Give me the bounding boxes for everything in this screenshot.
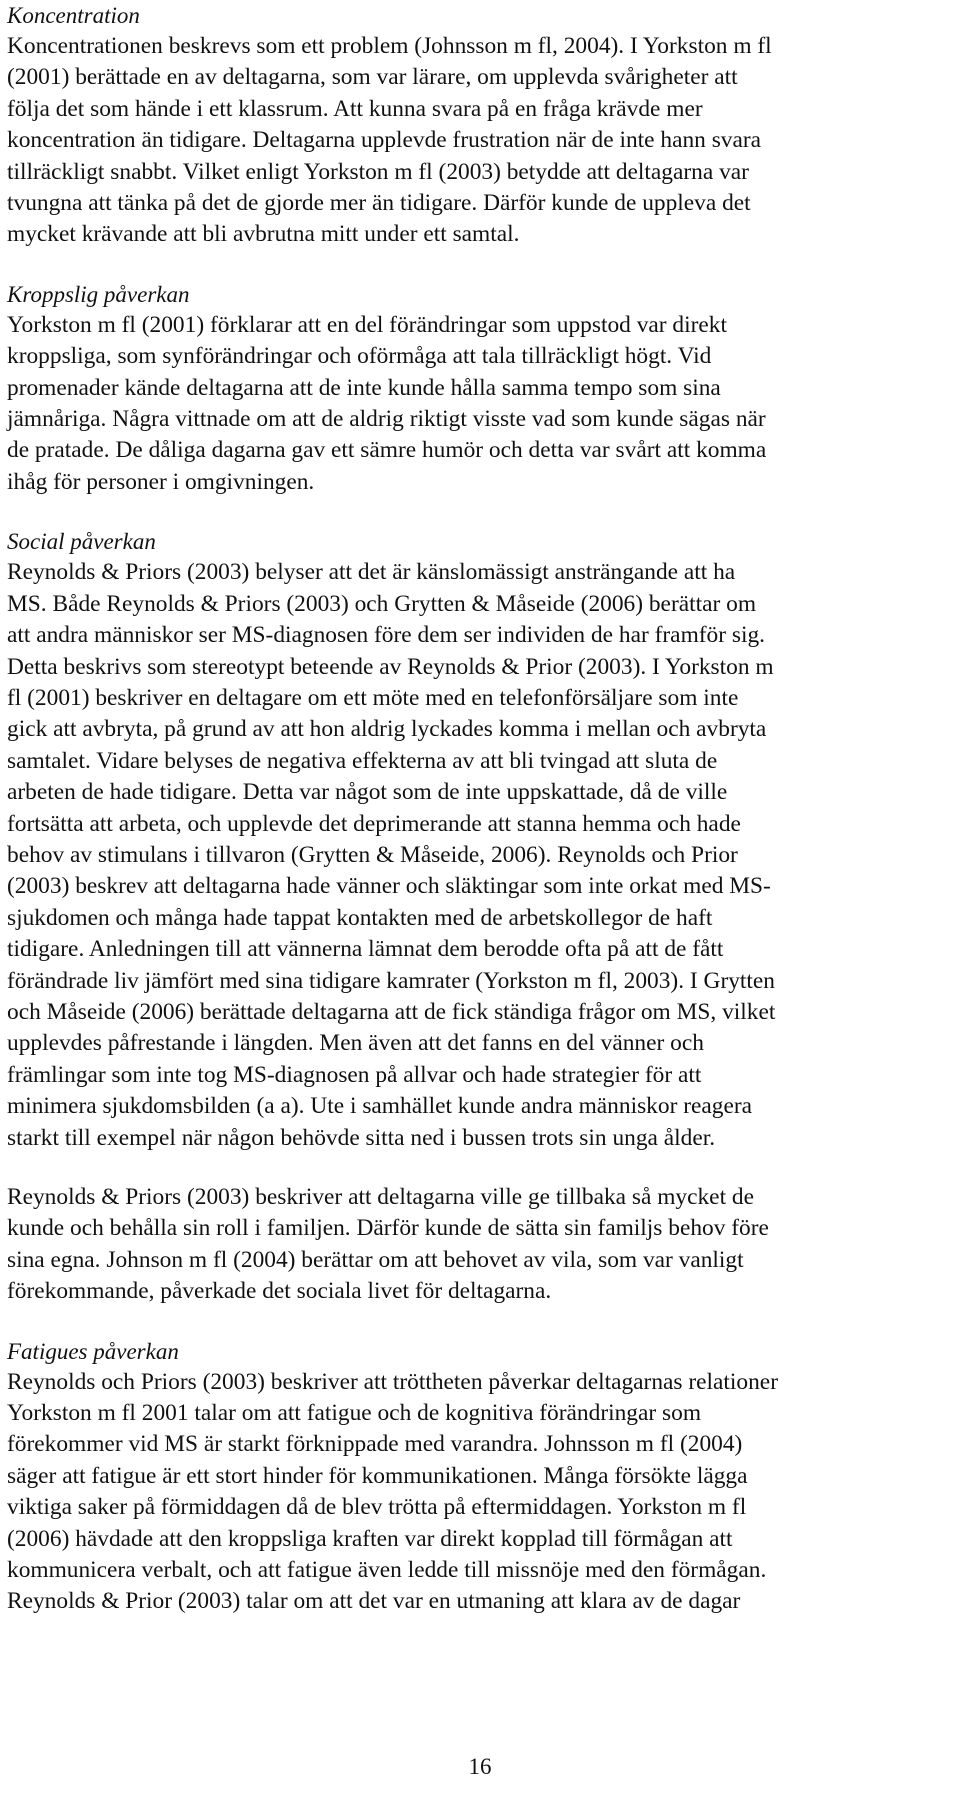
text-line: förekommande, påverkade det sociala livet för deltagarna. — [7, 1278, 552, 1305]
section — [7, 0, 952, 251]
text-line: MS. Både Reynolds & Priors (2003) och Grytten & Måseide (2006) berättar om — [7, 590, 757, 617]
page-number: 16 — [468, 1754, 492, 1779]
text-line: och Måseide (2006) berättade deltagarna att de fick ständiga frågor om MS, vilket — [7, 998, 776, 1025]
section-heading: Social påverkan — [7, 529, 156, 555]
document-page — [7, 0, 952, 1618]
text-line: promenader kände deltagarna att de inte kunde hålla samma tempo som sina — [7, 374, 721, 401]
text-line: mycket krävande att bli avbrutna mitt under ett samtal. — [7, 221, 520, 248]
text-line: fortsätta att arbeta, och upplevde det deprimerande att stanna hemma och hade — [7, 810, 741, 837]
text-line: gick att avbryta, på grund av att hon aldrig lyckades komma i mellan och avbryta — [7, 716, 767, 743]
text-line: Reynolds & Priors (2003) belyser att det är känslomässigt ansträngande att ha — [7, 559, 736, 586]
text-line: Yorkston m fl (2001) förklarar att en del förändringar som uppstod var direkt — [7, 311, 727, 338]
text-line: starkt till exempel när någon behövde sitta ned i bussen trots sin unga ålder. — [7, 1124, 716, 1151]
text-line: att andra människor ser MS-diagnosen före dem ser individen de har framför sig. — [7, 622, 766, 649]
text-line: samtalet. Vidare belyses de negativa effekterna av att bli tvingad att sluta de — [7, 747, 718, 774]
text-line: tidigare. Anledningen till att vännerna lämnat dem berodde ofta på att de fått — [7, 936, 724, 963]
text-line: (2003) beskrev att deltagarna hade vänner och släktingar som inte orkat med MS- — [7, 873, 771, 900]
paragraph — [7, 1182, 952, 1308]
text-line: sina egna. Johnson m fl (2004) berättar om att behovet av vila, som var vanligt — [7, 1246, 744, 1273]
text-line: kroppsliga, som synförändringar och oförmåga att tala tillräckligt högt. Vid — [7, 343, 712, 370]
text-line: de pratade. De dåliga dagarna gav ett sämre humör och detta var svårt att komma — [7, 437, 767, 464]
text-line: tillräckligt snabbt. Vilket enligt Yorkston m fl (2003) betydde att deltagarna var — [7, 158, 749, 185]
text-line: förekommer vid MS är starkt förknippade med varandra. Johnsson m fl (2004) — [7, 1431, 743, 1458]
section-heading: Fatigues påverkan — [7, 1338, 179, 1364]
text-line: tvungna att tänka på det de gjorde mer än tidigare. Därför kunde de uppleva det — [7, 190, 751, 217]
text-line: sjukdomen och många hade tappat kontakten med de arbetskollegor de haft — [7, 904, 713, 931]
text-line: främlingar som inte tog MS-diagnosen på allvar och hade strategier för att — [7, 1061, 702, 1088]
text-line: arbeten de hade tidigare. Detta var något som de inte uppskattade, då de ville — [7, 779, 728, 806]
paragraph — [7, 557, 952, 1154]
text-line: Yorkston m fl 2001 talar om att fatigue och de kognitiva förändringar som — [7, 1400, 702, 1427]
section — [7, 279, 952, 498]
text-line: koncentration än tidigare. Deltagarna upplevde frustration när de inte hann svara — [7, 127, 762, 154]
text-line: fl (2001) beskriver en deltagare om ett möte med en telefonförsäljare som inte — [7, 684, 739, 711]
section-heading: Koncentration — [7, 3, 140, 28]
paragraph — [7, 31, 952, 251]
section-heading: Kroppslig påverkan — [7, 281, 190, 307]
section-gap — [7, 1308, 952, 1336]
section — [7, 526, 952, 1307]
text-line: Detta beskrivs som stereotypt beteende av Reynolds & Prior (2003). I Yorkston m — [7, 653, 774, 680]
section — [7, 1336, 952, 1618]
text-line: Reynolds & Prior (2003) talar om att det var en utmaning att klara av de dagar — [7, 1588, 741, 1615]
text-line: (2006) hävdade att den kroppsliga kraften var direkt kopplad till förmågan att — [7, 1525, 733, 1552]
text-line: Reynolds & Priors (2003) beskriver att deltagarna ville ge tillbaka så mycket de — [7, 1184, 754, 1210]
text-line: upplevdes påfrestande i längden. Men även att det fanns en del vänner och — [7, 1030, 704, 1057]
paragraph — [7, 1367, 952, 1618]
paragraph-gap — [7, 1154, 952, 1182]
text-line: säger att fatigue är ett stort hinder för kommunikationen. Många försökte lägga — [7, 1462, 748, 1489]
section-gap — [7, 498, 952, 526]
section-gap — [7, 251, 952, 279]
text-line: jämnåriga. Några vittnade om att de aldrig riktigt visste vad som kunde sägas när — [7, 406, 766, 433]
text-line: förändrade liv jämfört med sina tidigare kamrater (Yorkston m fl, 2003). I Grytten — [7, 967, 776, 994]
text-line: viktiga saker på förmiddagen då de blev trötta på eftermiddagen. Yorkston m fl — [7, 1494, 747, 1521]
text-line: minimera sjukdomsbilden (a a). Ute i samhället kunde andra människor reagera — [7, 1093, 753, 1120]
text-line: kunde och behålla sin roll i familjen. Därför kunde de sätta sin familjs behov före — [7, 1215, 769, 1242]
text-line: följa det som hände i ett klassrum. Att kunna svara på en fråga krävde mer — [7, 95, 703, 122]
text-line: kommunicera verbalt, och att fatigue även ledde till missnöje med den förmågan. — [7, 1557, 767, 1584]
paragraph — [7, 310, 952, 498]
text-line: Koncentrationen beskrevs som ett problem (Johnsson m fl, 2004). I Yorkston m fl — [7, 33, 772, 59]
text-line: ihåg för personer i omgivningen. — [7, 468, 315, 495]
text-line: behov av stimulans i tillvaron (Grytten & Måseide, 2006). Reynolds och Prior — [7, 841, 738, 868]
text-line: (2001) berättade en av deltagarna, som var lärare, om upplevda svårigheter att — [7, 64, 738, 91]
text-line: Reynolds och Priors (2003) beskriver att tröttheten påverkar deltagarnas relationer — [7, 1368, 778, 1395]
